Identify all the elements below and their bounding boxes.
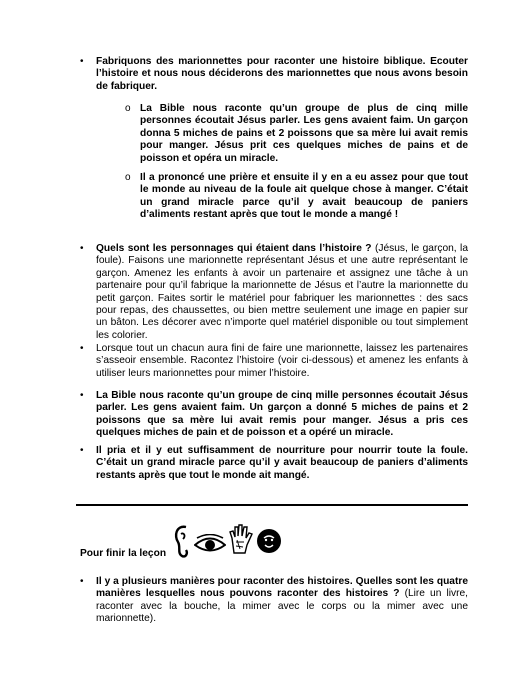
paragraph-characters [96, 243, 468, 342]
sub-paragraph-story: La Bible nous raconte qu’un groupe de plus de cinq mille personnes écoutait Jésus parler. Les gens avaient faim. Un garçon donna 5 miches de pains et 2 poissons que sa mère lui avait remis pour manger. Jésus prit ces quelques miches de pains et de poisson et opéra un miracle. [140, 103, 468, 164]
paragraph-story-retold: La Bible nous raconte qu’un groupe de cinq mille personnes écoutait Jésus parler. Les gens avaient faim. Un garçon a donné 5 miches de pains et 2 poissons que sa mère lui avait remis pour manger. Jésus a pris ces quelques miches de pain et de poisson et a opéré un miracle. [96, 390, 468, 439]
sub-bullet-marker: o [125, 172, 131, 183]
bullet-marker: • [80, 243, 84, 254]
sub-bullet-marker: o [125, 103, 131, 114]
face-icon [256, 526, 282, 556]
bullet-marker: • [80, 576, 84, 587]
paragraph-ways-to-tell [96, 576, 468, 626]
section-title: Pour finir la leçon [80, 548, 167, 559]
sub-paragraph-miracle: Il a prononcé une prière et ensuite il y en a eu assez pour que tout le monde au niveau de la foule ait quelque chose à manger. C’était un grand miracle parce qu’il y avait beaucoup de paniers d’aliments restant après que tout le monde a mangé ! [140, 172, 468, 221]
ways-answer: (Lire un livre, raconter avec la bouche, la mimer avec le corps ou la mimer avec une marionnette). [96, 588, 468, 625]
ear-icon [172, 522, 192, 560]
bullet-marker: • [80, 343, 84, 354]
senses-icons [172, 522, 282, 562]
eye-icon [194, 534, 226, 556]
paragraph-intro: Fabriquons des marionnettes pour raconter une histoire biblique. Ecouter l’histoire et nous nous déciderons des marionnettes que nous avons besoin de fabriquer. [96, 56, 468, 92]
section-divider [76, 504, 468, 506]
characters-instructions: (Jésus, le garçon, la foule). Faisons une marionnette représentant Jésus et une autre représentant le garçon. Amenez les enfants à avoir un partenaire et assignez une tâche à un partenaire pour qu’il fabrique la marionnette de Jésus et l’autre la marionnette du petit garçon. Faites sortir le matériel pour fabriquer les marionnettes : des sacs pour repas, des chaussettes, ou bien mettre seulement une image en papier sur un bâton. Les décorer avec n’importe quel matériel disponible ou tout simplement les colorier. [96, 243, 468, 341]
paragraph-prayer: Il pria et il y eut suffisamment de nourriture pour nourrir toute la foule. C’était un grand miracle parce qu’il y avait beaucoup de paniers d’aliments restants après que tout le monde ait mangé. [96, 445, 468, 481]
paragraph-partners: Lorsque tout un chacun aura fini de faire une marionnette, laissez les partenaires s’asseoir ensemble. Racontez l’histoire (voir ci-dessous) et amenez les enfants à utiliser leurs marionnettes pour mimer l’histoire. [96, 343, 468, 379]
characters-question: Quels sont les personnages qui étaient dans l’histoire ? [96, 243, 372, 254]
bullet-marker: • [80, 56, 84, 67]
hand-icon [228, 522, 254, 556]
bullet-marker: • [80, 390, 84, 401]
ways-question: Il y a plusieurs manières pour raconter des histoires. Quelles sont les quatre manières lesquelles nous pouvons raconter des histoires ? [96, 576, 468, 600]
bullet-marker: • [80, 445, 84, 456]
